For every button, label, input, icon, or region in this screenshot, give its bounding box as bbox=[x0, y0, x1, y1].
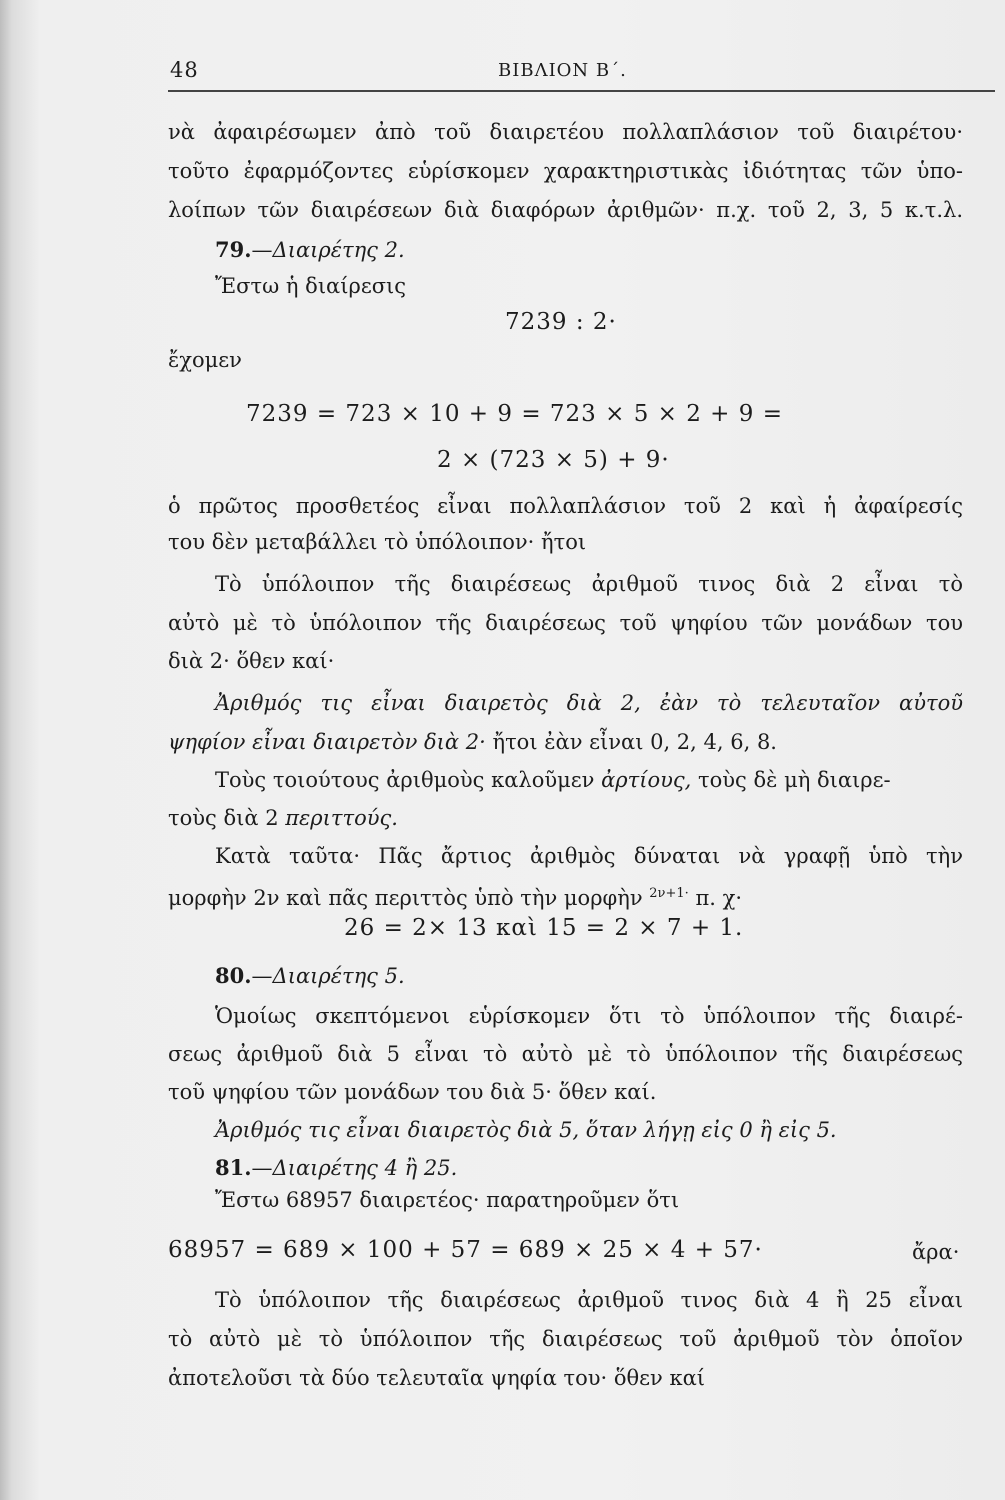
text-span: μορφὴν 2ν καὶ πᾶς περιττὸς ὑπὸ τὴν μορφὴν bbox=[168, 886, 643, 910]
equation: 7239 = 723 × 10 + 9 = 723 × 5 × 2 + 9 = bbox=[246, 401, 783, 427]
text-line: ὁ πρῶτος προσθετέος εἶναι πολλαπλάσιον τοῦ 2 καὶ ἡ ἀφαίρεσίς bbox=[168, 494, 963, 518]
page-number: 48 bbox=[170, 58, 199, 82]
text-line: τὸ αὐτὸ μὲ τὸ ὑπόλοιπον τῆς διαιρέσεως τοῦ ἀριθμοῦ τὸν ὁποῖον bbox=[168, 1327, 963, 1351]
section-number: 79. bbox=[215, 237, 252, 262]
section-title: Διαιρέτης 5. bbox=[272, 964, 405, 988]
text-line bbox=[168, 880, 742, 912]
equation: 26 = 2× 13 καὶ 15 = 2 × 7 + 1. bbox=[344, 915, 744, 941]
text-line: νὰ ἀφαιρέσωμεν ἀπὸ τοῦ διαιρετέου πολλαπλάσιον τοῦ διαιρέτου· bbox=[168, 120, 963, 144]
rule-text: Ἀριθμός τις εἶναι διαιρετὸς διὰ 2, ἐὰν τὸ τελευταῖον αὐτοῦ bbox=[215, 691, 963, 715]
text-line: διὰ 2· ὅθεν καί· bbox=[168, 649, 335, 673]
page-header bbox=[170, 58, 995, 90]
running-title: ΒΙΒΛΙΟΝ Β΄. bbox=[498, 60, 627, 81]
term-odd: περιττούς. bbox=[285, 806, 398, 830]
section-heading-81 bbox=[215, 1154, 457, 1182]
text-line: τοῦ ψηφίου τῶν μονάδων του διὰ 5· ὅθεν καί. bbox=[168, 1080, 657, 1104]
superscript: 2ν+1· bbox=[649, 886, 689, 901]
text-line: λοίπων τῶν διαιρέσεων διὰ διαφόρων ἀριθμῶν· π.χ. τοῦ 2, 3, 5 κ.τ.λ. bbox=[168, 198, 963, 222]
text-line: Τὸ ὑπόλοιπον τῆς διαιρέσεως ἀριθμοῦ τινος διὰ 4 ἢ 25 εἶναι bbox=[215, 1288, 963, 1312]
text-line bbox=[168, 804, 398, 832]
section-heading-79 bbox=[215, 236, 405, 264]
section-number: 80. bbox=[215, 963, 252, 988]
heading-dash: — bbox=[251, 1156, 273, 1180]
text-line: Τὸ ὑπόλοιπον τῆς διαιρέσεως ἀριθμοῦ τινος διὰ 2 εἶναι τὸ bbox=[215, 572, 963, 596]
text-span: τοὺς διὰ 2 bbox=[168, 806, 286, 830]
equation: 68957 = 689 × 100 + 57 = 689 × 25 × 4 + 57· bbox=[168, 1237, 763, 1263]
text-span: τοὺς δὲ μὴ διαιρε- bbox=[691, 768, 891, 792]
text-line: Ὁμοίως σκεπτόμενοι εὑρίσκομεν ὅτι τὸ ὑπόλοιπον τῆς διαιρέ- bbox=[215, 1004, 963, 1028]
term-even: ἀρτίους, bbox=[601, 768, 692, 792]
heading-dash: — bbox=[251, 964, 273, 988]
text-line: σεως ἀριθμοῦ διὰ 5 εἶναι τὸ αὐτὸ μὲ τὸ ὑπόλοιπον τῆς διαιρέσεως bbox=[168, 1042, 963, 1066]
section-heading-80 bbox=[215, 962, 405, 990]
text-span: π. χ· bbox=[688, 886, 742, 910]
heading-dash: — bbox=[251, 238, 273, 262]
rule-rest: ἤτοι ἐὰν εἶναι 0, 2, 4, 6, 8. bbox=[485, 730, 777, 754]
rule-text bbox=[168, 728, 777, 756]
rule-italic: ψηφίον εἶναι διαιρετὸν διὰ 2· bbox=[168, 730, 486, 754]
text-span: Τοὺς τοιούτους ἀριθμοὺς καλοῦμεν bbox=[215, 768, 602, 792]
section-title: Διαιρέτης 2. bbox=[272, 238, 405, 262]
rule-text: Ἀριθμός τις εἶναι διαιρετὸς διὰ 5, ὅταν λήγῃ εἰς 0 ἢ εἰς 5. bbox=[215, 1118, 837, 1142]
header-rule bbox=[168, 90, 995, 92]
text-line: ἀποτελοῦσι τὰ δύο τελευταῖα ψηφία του· ὅθεν καί bbox=[168, 1366, 705, 1390]
text-line: ἔχομεν bbox=[168, 348, 242, 372]
section-number: 81. bbox=[215, 1155, 252, 1180]
text-line: αὐτὸ μὲ τὸ ὑπόλοιπον τῆς διαιρέσεως τοῦ ψηφίου τῶν μονάδων του bbox=[168, 611, 963, 635]
text-span: ἄρα· bbox=[912, 1240, 960, 1264]
text-line: τοῦτο ἐφαρμόζοντες εὑρίσκομεν χαρακτηριστικὰς ἰδιότητας τῶν ὑπο- bbox=[168, 159, 963, 183]
section-title: Διαιρέτης 4 ἢ 25. bbox=[272, 1156, 458, 1180]
text-line: του δὲν μεταβάλλει τὸ ὑπόλοιπον· ἤτοι bbox=[168, 530, 587, 554]
text-line: Κατὰ ταῦτα· Πᾶς ἄρτιος ἀριθμὸς δύναται νὰ γραφῇ ὑπὸ τὴν bbox=[215, 844, 963, 868]
equation: 2 × (723 × 5) + 9· bbox=[437, 447, 670, 473]
text-line: Ἔστω 68957 διαιρετέος· παρατηροῦμεν ὅτι bbox=[215, 1188, 680, 1212]
division-expression: 7239 : 2· bbox=[505, 309, 617, 335]
text-line bbox=[215, 766, 891, 794]
text-line: Ἔστω ἡ διαίρεσις bbox=[215, 274, 407, 298]
